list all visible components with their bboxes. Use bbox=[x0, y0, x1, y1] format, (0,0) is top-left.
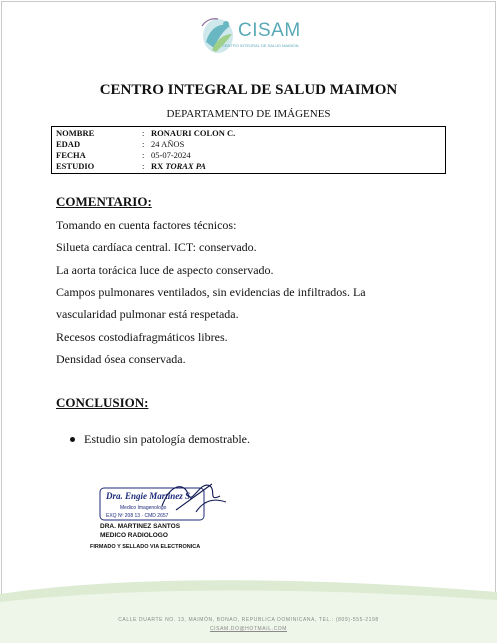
info-label: ESTUDIO bbox=[56, 161, 95, 171]
info-value: 24 AÑOS bbox=[151, 139, 185, 149]
info-separator: : bbox=[142, 128, 145, 138]
signer-title: MEDICO RADIOLOGO bbox=[100, 532, 168, 539]
comentario-line: Recesos costodiafragmáticos libres. bbox=[56, 330, 228, 344]
logo-wordmark: CISAM bbox=[238, 20, 301, 41]
footer-address: CALLE DUARTE NO. 13, MAIMÓN, BONAO, REPUBLICA DOMINICANA, TEL.: (809)-555-2198 bbox=[118, 617, 379, 623]
comentario-line: Silueta cardíaca central. ICT: conservado. bbox=[56, 240, 257, 254]
svg-text:Medico Imagenologo: Medico Imagenologo bbox=[120, 505, 167, 511]
info-value bbox=[151, 161, 206, 172]
info-label: NOMBRE bbox=[56, 128, 95, 138]
study-detail: TORAX PA bbox=[165, 161, 206, 171]
comentario-line: Densidad ósea conservada. bbox=[56, 352, 186, 366]
footer-wave bbox=[0, 580, 497, 643]
footer-email[interactable]: CISAM.DO@HOTMAIL.COM bbox=[209, 626, 288, 632]
info-separator: : bbox=[142, 150, 145, 160]
info-label: FECHA bbox=[56, 150, 86, 160]
logo-tagline: CENTRO INTEGRAL DE SALUD MAIMON bbox=[222, 43, 299, 48]
svg-text:EXQ Nº 208 13 · CMD 2657: EXQ Nº 208 13 · CMD 2657 bbox=[106, 513, 169, 519]
department-name: DEPARTAMENTO DE IMÁGENES bbox=[166, 108, 331, 120]
svg-text:Dra. Engie Martinez S.: Dra. Engie Martinez S. bbox=[106, 491, 193, 501]
info-value: RONAURI COLON C. bbox=[151, 128, 236, 138]
signer-name: DRA. MARTINEZ SANTOS bbox=[100, 523, 181, 530]
comentario-line: Campos pulmonares ventilados, sin evidencias de infiltrados. La bbox=[56, 285, 366, 299]
bullet-icon bbox=[70, 437, 75, 442]
signature-stamp-icon bbox=[92, 476, 242, 524]
patient-info-box bbox=[51, 126, 446, 174]
comentario-heading: COMENTARIO: bbox=[56, 194, 152, 209]
page-title: CENTRO INTEGRAL DE SALUD MAIMON bbox=[99, 82, 398, 98]
comentario-line: La aorta torácica luce de aspecto conservado. bbox=[56, 263, 274, 277]
info-value: 05-07-2024 bbox=[151, 150, 191, 160]
comentario-line: Tomando en cuenta factores técnicos: bbox=[56, 218, 237, 232]
info-separator: : bbox=[142, 139, 145, 149]
comentario-line: vascularidad pulmonar está respetada. bbox=[56, 307, 239, 321]
conclusion-text: Estudio sin patología demostrable. bbox=[84, 432, 250, 446]
signature-note: FIRMADO Y SELLADO VIA ELECTRONICA bbox=[90, 544, 201, 550]
info-separator: : bbox=[142, 161, 145, 171]
study-type: RX bbox=[151, 161, 164, 171]
info-label: EDAD bbox=[56, 139, 81, 149]
conclusion-heading: CONCLUSION: bbox=[56, 395, 149, 410]
